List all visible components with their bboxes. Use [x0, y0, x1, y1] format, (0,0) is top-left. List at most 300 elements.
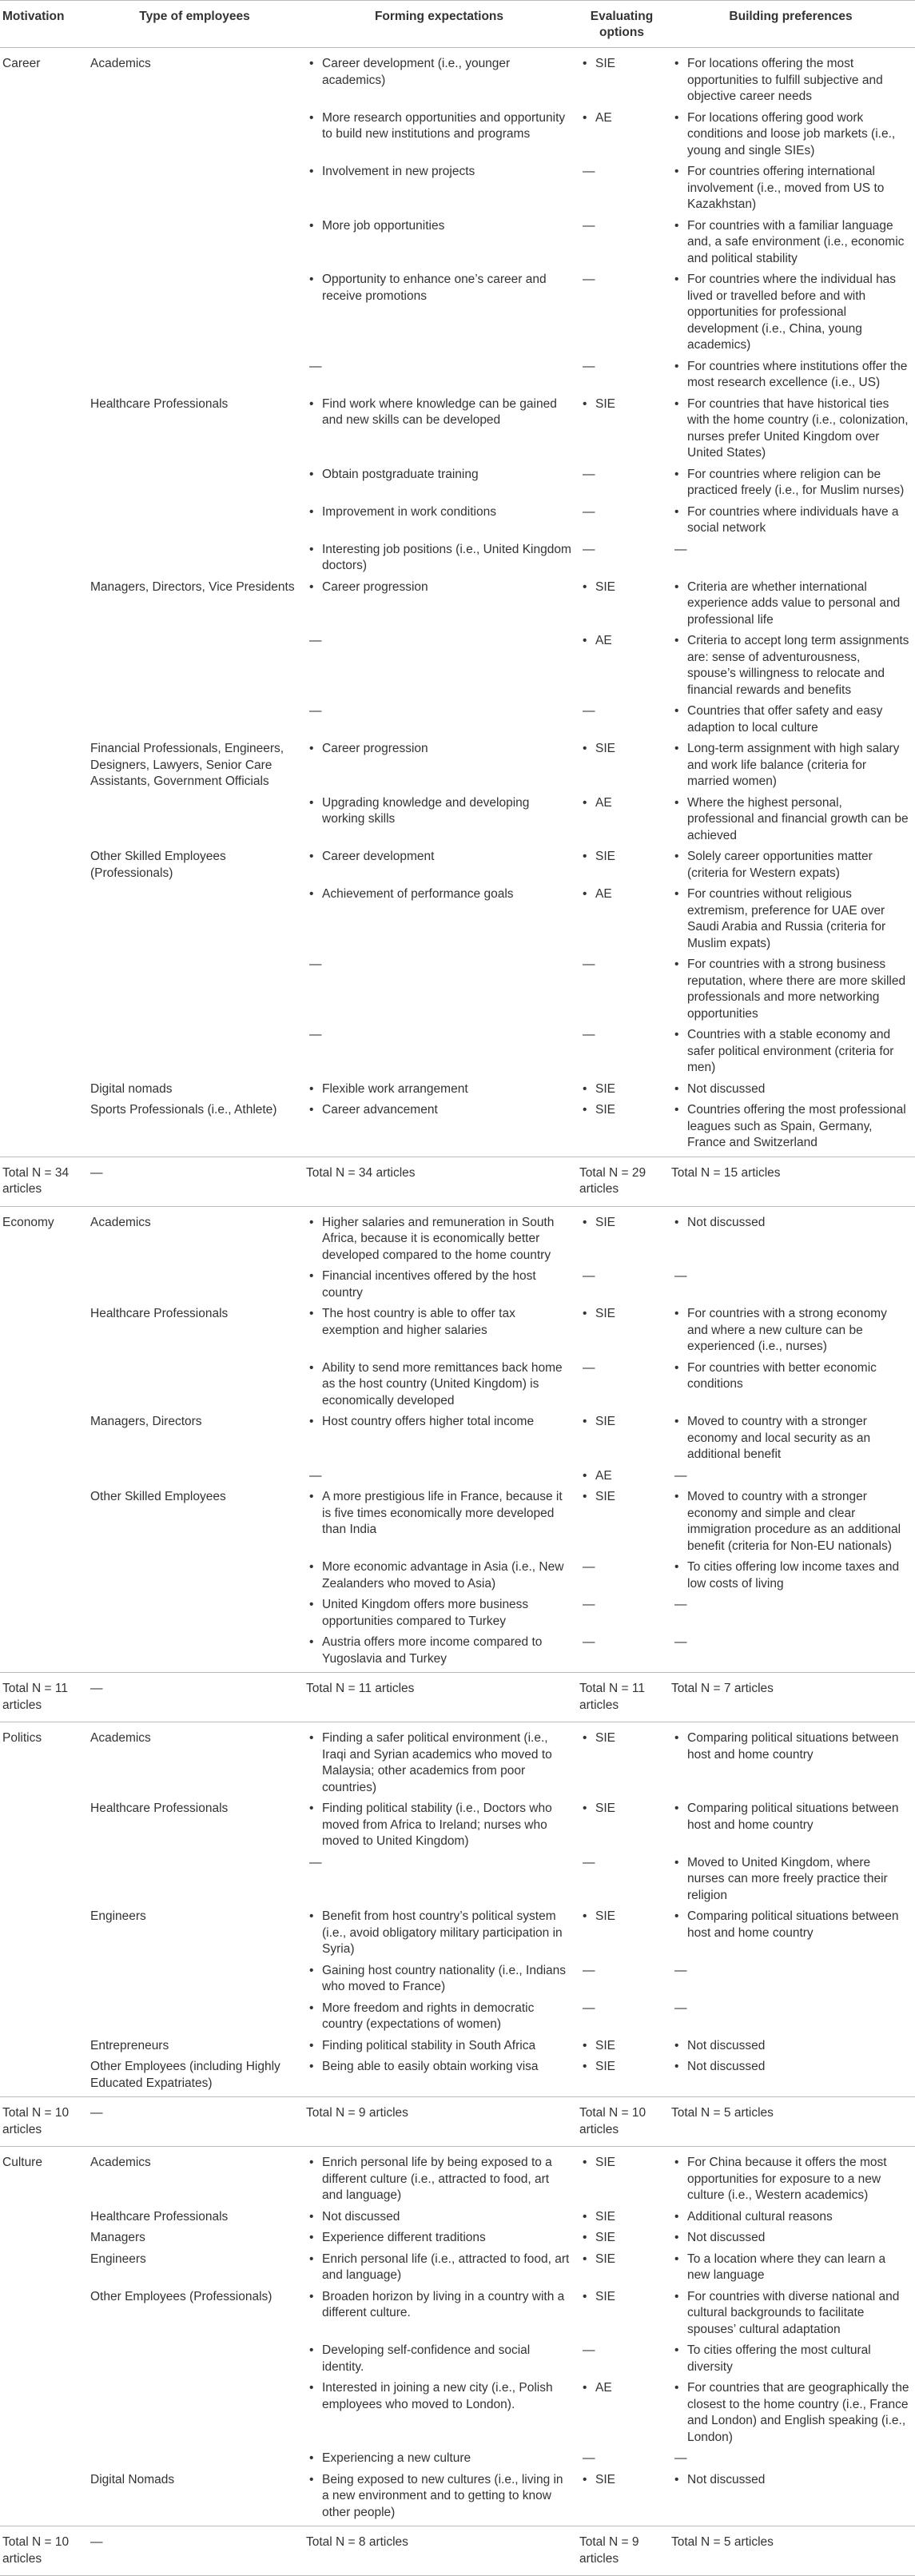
- bullet-icon: •: [674, 467, 679, 481]
- table-row: [0, 741, 915, 795]
- preference-cell-bullet: [671, 504, 910, 537]
- preference-cell: [669, 2472, 915, 2526]
- preference-cell-dash: —: [674, 1598, 687, 1611]
- expectation-cell-bullet: [306, 2001, 572, 2033]
- evaluation-cell-bullet: [579, 579, 664, 596]
- preference-cell: [669, 1722, 915, 1802]
- preference-cell-bullet: [671, 1855, 910, 1905]
- evaluation-cell: [577, 359, 669, 396]
- evaluation-cell-bullet: [579, 1801, 664, 1818]
- expectation-cell: [304, 1027, 577, 1081]
- total-preferences: Total N = 5 articles: [669, 2097, 915, 2147]
- total-motivation: Total N = 34 articles: [0, 1157, 88, 1206]
- bullet-icon: •: [309, 2209, 314, 2224]
- motivation-cell: [0, 2289, 88, 2343]
- preference-cell: [669, 1206, 915, 1268]
- expectation-cell-text: More freedom and rights in democratic country (expectations of women): [322, 2001, 535, 2031]
- motivation-cell: [0, 1634, 88, 1673]
- table-row: [0, 703, 915, 741]
- expectation-cell-text: Higher salaries and remuneration in South Africa, because it is economically better developed compared to the home country: [322, 1215, 555, 1262]
- header-building: Building preferences: [669, 1, 915, 48]
- evaluation-cell: [577, 2147, 669, 2209]
- evaluation-cell-bullet: [579, 2209, 664, 2226]
- evaluation-cell: [577, 633, 669, 703]
- expectation-cell-text: Interested in joining a new city (i.e., Polish employees who moved to London).: [322, 2381, 553, 2411]
- preference-cell: [669, 741, 915, 795]
- expectation-cell-text: Enrich personal life (i.e., attracted to food, art and language): [322, 2252, 570, 2282]
- bullet-icon: •: [674, 579, 679, 594]
- table-row: [0, 2038, 915, 2060]
- table-row: [0, 633, 915, 703]
- bullet-icon: •: [309, 467, 314, 481]
- table-row: [0, 1206, 915, 1268]
- preference-cell-text: To a location where they can learn a new language: [687, 2252, 886, 2282]
- preference-cell-text: For countries with a familiar language and, a safe environment (i.e., economic and political stability: [687, 218, 905, 265]
- bullet-icon: •: [674, 2038, 679, 2052]
- evaluation-cell-text: AE: [595, 110, 612, 125]
- expectation-cell-text: Experiencing a new culture: [322, 2451, 471, 2465]
- preference-cell-text: For countries where institutions offer the most research excellence (i.e., US): [687, 359, 908, 389]
- bullet-icon: •: [583, 1215, 587, 1229]
- evaluation-cell: [577, 1489, 669, 1559]
- expectation-cell-bullet: [306, 795, 572, 828]
- evaluation-cell-bullet: [579, 2289, 664, 2306]
- motivation-cell: [0, 1489, 88, 1559]
- total-expectations: Total N = 34 articles: [304, 1157, 577, 1206]
- expectation-cell: [304, 2230, 577, 2252]
- evaluation-cell-bullet: [579, 2472, 664, 2489]
- table-row: [0, 272, 915, 359]
- preference-cell-text: Not discussed: [687, 1215, 766, 1229]
- bullet-icon: •: [309, 1963, 314, 1977]
- total-row: [0, 2526, 915, 2576]
- total-preferences: Total N = 5 articles: [669, 2526, 915, 2576]
- bullet-icon: •: [674, 1081, 679, 1096]
- total-motivation: Total N = 10 articles: [0, 2526, 88, 2576]
- table-row: [0, 1414, 915, 1468]
- bullet-icon: •: [674, 1802, 679, 1815]
- header-row: [0, 1, 915, 48]
- motivation-cell: [0, 741, 88, 795]
- expectation-cell-text: Career development (i.e., younger academics): [322, 57, 511, 87]
- table-row: [0, 2451, 915, 2472]
- evaluation-cell-bullet: [579, 2252, 664, 2268]
- expectation-cell: [304, 218, 577, 273]
- evaluation-cell-dash: —: [583, 1855, 595, 1869]
- evaluation-cell: [577, 1081, 669, 1103]
- preference-cell-bullet: [671, 2289, 910, 2339]
- expectation-cell-text: Interesting job positions (i.e., United Kingdom doctors): [322, 542, 571, 572]
- preference-cell: [669, 2147, 915, 2209]
- bullet-icon: •: [309, 2289, 314, 2303]
- expectation-cell-bullet: [306, 1634, 572, 1667]
- table-row: [0, 2289, 915, 2343]
- evaluation-cell-text: AE: [595, 795, 612, 810]
- bullet-icon: •: [583, 2156, 587, 2169]
- bullet-icon: •: [583, 2252, 587, 2266]
- bullet-icon: •: [309, 2231, 314, 2244]
- expectation-cell: [304, 396, 577, 467]
- evaluation-cell: [577, 2209, 669, 2231]
- expectation-cell: [304, 633, 577, 703]
- expectation-cell-bullet: [306, 1414, 572, 1431]
- employee-type-cell: Other Employees (Professionals): [90, 2289, 273, 2303]
- employee-type-cell: Managers, Directors: [90, 1415, 202, 1428]
- expectation-cell: [304, 2472, 577, 2526]
- evaluation-cell-text: SIE: [595, 850, 615, 863]
- evaluation-cell-dash: —: [583, 1635, 595, 1649]
- expectation-cell: [304, 1306, 577, 1360]
- employee-type-cell: Academics: [90, 2156, 151, 2169]
- expectation-cell-text: Improvement in work conditions: [322, 504, 496, 519]
- evaluation-cell: [577, 1268, 669, 1306]
- bullet-icon: •: [309, 742, 314, 755]
- evaluation-cell-dash: —: [583, 467, 595, 481]
- expectation-cell-bullet: [306, 1102, 572, 1119]
- preference-cell: [669, 359, 915, 396]
- table-row: [0, 359, 915, 396]
- table-row: [0, 1559, 915, 1597]
- preference-cell-text: For countries that have historical ties with the home country (i.e., colonization, nurses prefer United Kingdom over United States): [687, 396, 909, 460]
- bullet-icon: •: [674, 2231, 679, 2244]
- expectation-cell-bullet: [306, 164, 572, 181]
- evaluation-cell: [577, 1909, 669, 1963]
- preference-cell-text: For countries with better economic conditions: [687, 1360, 877, 1391]
- motivation-cell: [0, 504, 88, 542]
- bullet-icon: •: [674, 704, 679, 718]
- expectation-cell-bullet: [306, 1909, 572, 1958]
- evaluation-cell-bullet: [579, 1489, 664, 1506]
- employee-type-cell: Healthcare Professionals: [90, 1307, 229, 1320]
- expectation-cell: [304, 542, 577, 579]
- preference-cell: [669, 1801, 915, 1855]
- employee-type-cell: Academics: [90, 57, 151, 70]
- preference-cell-dash: —: [674, 2001, 687, 2015]
- preference-cell-text: Criteria are whether international experience adds value to personal and professional life: [687, 579, 901, 627]
- header-motivation: Motivation: [0, 1, 88, 48]
- bullet-icon: •: [674, 1215, 679, 1229]
- preference-cell: [669, 1559, 915, 1597]
- expectation-cell: [304, 1722, 577, 1802]
- expectation-cell-text: Career advancement: [322, 1103, 438, 1117]
- preference-cell: [669, 164, 915, 218]
- preference-cell-bullet: [671, 1730, 910, 1763]
- expectation-cell-text: Financial incentives offered by the host country: [322, 1269, 536, 1300]
- bullet-icon: •: [583, 2060, 587, 2073]
- employee-type-cell: Financial Professionals, Engineers, Designers, Lawyers, Senior Care Assistants, Government Officials: [90, 742, 284, 788]
- table-row: [0, 164, 915, 218]
- motivation-cell: [0, 579, 88, 634]
- bullet-icon: •: [674, 504, 679, 519]
- table-row: [0, 1468, 915, 1490]
- expectation-cell-text: Finding a safer political environment (i.e., Iraqi and Syrian academics who moved to Malaysia; other academics from poor countries): [322, 1731, 552, 1794]
- employee-type-cell: Engineers: [90, 2252, 146, 2266]
- bullet-icon: •: [583, 110, 587, 125]
- expectation-cell-dash: —: [309, 958, 322, 971]
- preference-cell: [669, 2289, 915, 2343]
- preference-cell-text: Moved to country with a stronger economy and local security as an additional benefit: [687, 1415, 871, 1461]
- bullet-icon: •: [583, 1802, 587, 1815]
- motivation-cell: [0, 849, 88, 886]
- preference-cell: [669, 1855, 915, 1909]
- employee-type-cell: [88, 542, 304, 579]
- total-expectations: Total N = 8 articles: [304, 2526, 577, 2576]
- expectation-cell-text: Benefit from host country’s political system (i.e., avoid obligatory military participation in Syria): [322, 1909, 563, 1956]
- preference-cell-text: To cities offering low income taxes and low costs of living: [687, 1560, 900, 1591]
- employee-type-cell: [88, 1597, 304, 1634]
- preference-cell: [669, 2230, 915, 2252]
- table-row: [0, 1081, 915, 1103]
- expectation-cell-text: More job opportunities: [322, 218, 445, 233]
- table-row: [0, 2147, 915, 2209]
- expectation-cell-bullet: [306, 579, 572, 596]
- employee-type-cell: Entrepreneurs: [90, 2038, 169, 2052]
- preference-cell: [669, 542, 915, 579]
- preference-cell: [669, 2059, 915, 2097]
- bullet-icon: •: [309, 1415, 314, 1428]
- preference-cell-text: For countries that are geographically the closest to the home country (i.e., France and London) and English speaking (i.e., London): [687, 2381, 909, 2444]
- motivation-cell: [0, 1102, 88, 1157]
- total-evaluating: Total N = 9 articles: [577, 2526, 669, 2576]
- evaluation-cell-text: SIE: [595, 1081, 615, 1096]
- expectation-cell-bullet: [306, 2209, 572, 2226]
- total-expectations: Total N = 11 articles: [304, 1673, 577, 1722]
- expectation-cell-text: Flexible work arrangement: [322, 1081, 468, 1096]
- expectation-cell: [304, 849, 577, 886]
- preference-cell-bullet: [671, 218, 910, 268]
- employee-type-cell: [88, 886, 304, 957]
- motivation-cell: [0, 2472, 88, 2526]
- preference-cell: [669, 504, 915, 542]
- table-row: [0, 2380, 915, 2451]
- preference-cell-bullet: [671, 1559, 910, 1592]
- evaluation-cell-bullet: [579, 1215, 664, 1232]
- expectation-cell-bullet: [306, 110, 572, 143]
- expectation-cell: [304, 359, 577, 396]
- bullet-icon: •: [309, 396, 314, 411]
- evaluation-cell-text: SIE: [595, 2038, 615, 2052]
- employee-type-cell: [88, 1360, 304, 1415]
- evaluation-cell: [577, 542, 669, 579]
- expectation-cell-bullet: [306, 2155, 572, 2204]
- preference-cell: [669, 579, 915, 634]
- table-row: [0, 886, 915, 957]
- evaluation-cell: [577, 1027, 669, 1081]
- bullet-icon: •: [583, 1731, 587, 1745]
- evaluation-cell-bullet: [579, 2038, 664, 2055]
- preference-cell-bullet: [671, 1909, 910, 1941]
- employee-type-cell: [88, 1634, 304, 1673]
- preference-cell-bullet: [671, 1306, 910, 1356]
- evaluation-cell: [577, 849, 669, 886]
- expectation-cell: [304, 504, 577, 542]
- employee-type-cell: [88, 359, 304, 396]
- table-row: [0, 1306, 915, 1360]
- evaluation-cell-dash: —: [583, 1360, 595, 1375]
- expectation-cell: [304, 795, 577, 850]
- evaluation-cell-bullet: [579, 1468, 664, 1485]
- employee-type-cell: [88, 467, 304, 504]
- evaluation-cell-bullet: [579, 1909, 664, 1925]
- motivation-cell: [0, 218, 88, 273]
- bullet-icon: •: [583, 579, 587, 594]
- expectation-cell: [304, 1801, 577, 1855]
- preference-cell: [669, 1634, 915, 1673]
- motivation-cell: [0, 164, 88, 218]
- expectation-cell-text: Achievement of performance goals: [322, 887, 514, 901]
- expectation-cell-bullet: [306, 1360, 572, 1410]
- evaluation-cell: [577, 2289, 669, 2343]
- preference-cell-text: Countries that offer safety and easy adaption to local culture: [687, 704, 883, 735]
- employee-type-cell: Sports Professionals (i.e., Athlete): [90, 1103, 277, 1117]
- evaluation-cell-dash: —: [583, 2451, 595, 2465]
- table-row: [0, 2343, 915, 2380]
- preference-cell-bullet: [671, 795, 910, 845]
- preference-cell: [669, 849, 915, 886]
- bullet-icon: •: [674, 958, 679, 971]
- expectation-cell-bullet: [306, 886, 572, 903]
- expectation-cell: [304, 48, 577, 110]
- bullet-icon: •: [674, 887, 679, 901]
- preference-cell-bullet: [671, 849, 910, 882]
- preference-cell-bullet: [671, 2343, 910, 2375]
- preference-cell: [669, 1597, 915, 1634]
- evaluation-cell: [577, 1801, 669, 1855]
- bullet-icon: •: [309, 2060, 314, 2073]
- bullet-icon: •: [309, 165, 314, 178]
- evaluation-cell: [577, 703, 669, 741]
- bullet-icon: •: [309, 1269, 314, 1283]
- evaluation-cell: [577, 886, 669, 957]
- evaluation-cell-bullet: [579, 633, 664, 650]
- preference-cell: [669, 467, 915, 504]
- preference-cell-bullet: [671, 359, 910, 392]
- motivation-cell: [0, 1909, 88, 1963]
- employee-type-cell: [88, 1268, 304, 1306]
- expectation-cell-bullet: [306, 396, 572, 429]
- motivation-cell: [0, 1268, 88, 1306]
- bullet-icon: •: [309, 2451, 314, 2465]
- motivation-cell: [0, 703, 88, 741]
- preference-cell: [669, 886, 915, 957]
- expectation-cell: [304, 2209, 577, 2231]
- table-row: [0, 396, 915, 467]
- preference-cell: [669, 1268, 915, 1306]
- bullet-icon: •: [309, 273, 314, 286]
- expectation-cell-text: United Kingdom offers more business opportunities compared to Turkey: [322, 1598, 529, 1628]
- expectation-cell-text: A more prestigious life in France, because it is five times economically more developed than India: [322, 1490, 563, 1536]
- evaluation-cell: [577, 1634, 669, 1673]
- expectation-cell-text: More economic advantage in Asia (i.e., New Zealanders who moved to Asia): [322, 1560, 564, 1591]
- table-row: [0, 795, 915, 850]
- evaluation-cell-text: SIE: [595, 57, 615, 70]
- table-row: [0, 1722, 915, 1802]
- preference-cell-text: For locations offering the most opportunities to fulfill subjective and objective career needs: [687, 57, 883, 103]
- evaluation-cell-bullet: [579, 110, 664, 127]
- evaluation-cell-text: SIE: [595, 2156, 615, 2169]
- bullet-icon: •: [583, 396, 587, 411]
- bullet-icon: •: [583, 795, 587, 810]
- expectation-cell-text: Finding political stability in South Africa: [322, 2038, 536, 2052]
- employee-type-cell: [88, 2451, 304, 2472]
- evaluation-cell: [577, 1722, 669, 1802]
- preference-cell-text: Comparing political situations between host and home country: [687, 1909, 899, 1940]
- motivation-cell: Career: [2, 57, 41, 70]
- evaluation-cell: [577, 1559, 669, 1597]
- evaluation-cell-text: SIE: [595, 1103, 615, 1117]
- bullet-icon: •: [583, 742, 587, 755]
- total-expectations: Total N = 9 articles: [304, 2097, 577, 2147]
- expectation-cell: [304, 2001, 577, 2038]
- preference-cell: [669, 1081, 915, 1103]
- expectation-cell: [304, 272, 577, 359]
- preference-cell-text: Not discussed: [687, 2231, 766, 2244]
- table-row: [0, 467, 915, 504]
- preference-cell-bullet: [671, 396, 910, 462]
- preference-cell-bullet: [671, 886, 910, 952]
- table-row: [0, 1909, 915, 1963]
- expectation-cell-text: The host country is able to offer tax exemption and higher salaries: [322, 1307, 515, 1337]
- expectation-cell-bullet: [306, 542, 572, 575]
- bullet-icon: •: [674, 795, 679, 810]
- bullet-icon: •: [674, 1360, 679, 1375]
- table-row: [0, 1963, 915, 2001]
- bullet-icon: •: [309, 2156, 314, 2169]
- evaluation-cell: [577, 467, 669, 504]
- preference-cell: [669, 2001, 915, 2038]
- preference-cell-text: Where the highest personal, professional and financial growth can be achieved: [687, 795, 909, 842]
- evaluation-cell-dash: —: [583, 1598, 595, 1611]
- bullet-icon: •: [309, 1103, 314, 1117]
- table-row: [0, 1489, 915, 1559]
- expectation-cell: [304, 1559, 577, 1597]
- expectation-cell-text: Involvement in new projects: [322, 165, 475, 178]
- evaluation-cell: [577, 2380, 669, 2451]
- preference-cell-bullet: [671, 2059, 910, 2076]
- employee-type-cell: [88, 1468, 304, 1490]
- expectation-cell: [304, 1963, 577, 2001]
- motivation-cell: [0, 359, 88, 396]
- motivation-cell: [0, 957, 88, 1027]
- bullet-icon: •: [583, 2472, 587, 2486]
- motivation-cell: [0, 2230, 88, 2252]
- evaluation-cell-text: SIE: [595, 2209, 615, 2224]
- expectation-cell: [304, 741, 577, 795]
- expectation-cell-bullet: [306, 467, 572, 484]
- bullet-icon: •: [309, 1909, 314, 1923]
- expectation-cell-bullet: [306, 2343, 572, 2375]
- motivation-cell: [0, 633, 88, 703]
- expectation-cell-text: Upgrading knowledge and developing working skills: [322, 795, 530, 826]
- evaluation-cell: [577, 504, 669, 542]
- bullet-icon: •: [674, 1307, 679, 1320]
- motivation-cell: [0, 1306, 88, 1360]
- evaluation-cell-bullet: [579, 1081, 664, 1098]
- expectation-cell-bullet: [306, 1215, 572, 1264]
- bullet-icon: •: [309, 504, 314, 519]
- bullet-icon: •: [309, 795, 314, 810]
- preference-cell-text: To cities offering the most cultural diversity: [687, 2343, 871, 2374]
- table-row: [0, 1268, 915, 1306]
- motivation-cell: [0, 2038, 88, 2060]
- preference-cell: [669, 633, 915, 703]
- evaluation-cell: [577, 2059, 669, 2097]
- preference-cell-text: For countries offering international involvement (i.e., moved from US to Kazakhstan): [687, 165, 885, 211]
- expectation-cell: [304, 886, 577, 957]
- preference-cell: [669, 218, 915, 273]
- bullet-icon: •: [674, 742, 679, 755]
- bullet-icon: •: [309, 57, 314, 70]
